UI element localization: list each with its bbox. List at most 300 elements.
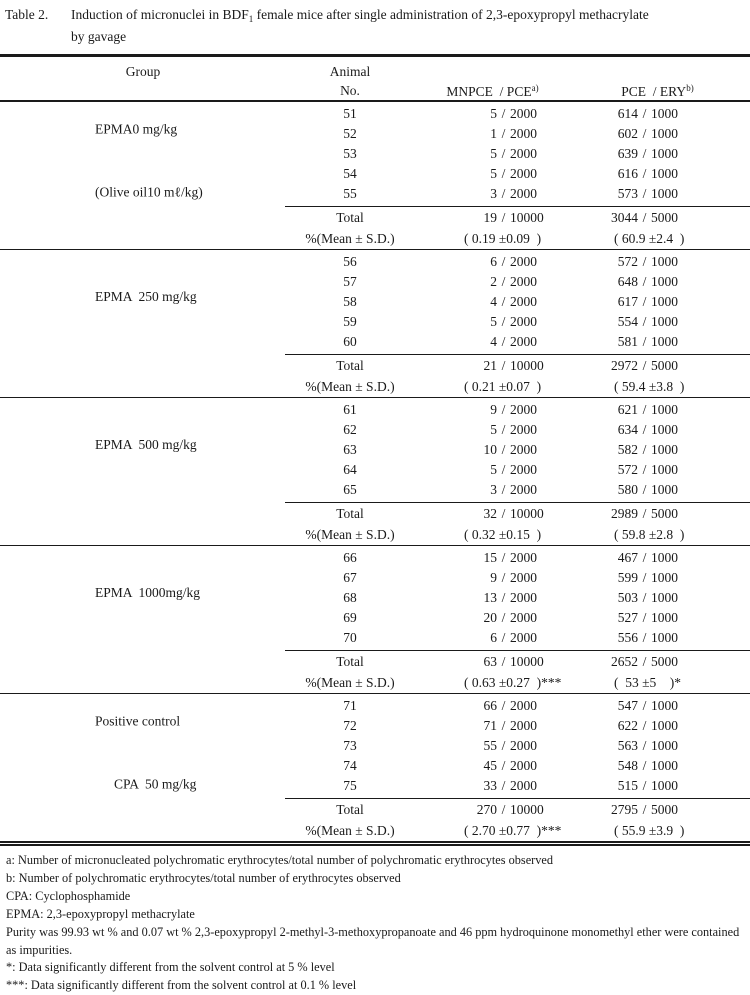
mnpce-mean: ( 2.70 ±0.77 )***	[464, 822, 562, 838]
fraction-slash: /	[501, 718, 506, 733]
mnpce-numerator: 6	[490, 254, 497, 269]
fraction-slash: /	[501, 802, 506, 817]
fraction-slash: /	[501, 402, 506, 417]
caption-text	[71, 6, 649, 45]
caption-line2: by gavage	[71, 29, 127, 44]
total-divider	[285, 206, 750, 207]
group-label-line1: EPMA 500 mg/kg	[95, 436, 197, 452]
fraction-slash: /	[501, 778, 506, 793]
footnote: CPA: Cyclophosphamide	[6, 888, 131, 903]
pce-numerator: 572	[617, 254, 638, 269]
pce-denominator: 1000	[651, 106, 678, 121]
mnpce-cell	[420, 588, 537, 608]
mnpce-numerator: 45	[483, 758, 497, 773]
mnpce-numerator: 5	[490, 166, 497, 181]
mnpce-denominator: 2000	[510, 314, 537, 329]
footnote-marker-a: a)	[531, 83, 539, 93]
mnpce-numerator: 33	[483, 778, 497, 793]
mnpce-denominator: 10000	[510, 802, 544, 817]
table-row	[0, 124, 750, 144]
mnpce-cell	[420, 480, 537, 500]
pce-numerator: 617	[617, 294, 638, 309]
table-row	[0, 628, 750, 648]
fraction-slash: /	[501, 738, 506, 753]
mnpce-numerator: 9	[490, 402, 497, 417]
total-label: Total	[336, 358, 364, 373]
pce-denominator: 1000	[651, 590, 678, 605]
pce-denominator: 1000	[651, 758, 678, 773]
mnpce-numerator: 19	[483, 210, 497, 225]
animal-no: 71	[343, 698, 357, 713]
mnpce-numerator: 6	[490, 630, 497, 645]
fraction-slash: /	[501, 570, 506, 585]
mnpce-cell	[420, 312, 537, 332]
mnpce-cell	[420, 252, 537, 272]
fraction-slash: /	[501, 294, 506, 309]
table-row	[0, 272, 750, 292]
mean-label: %(Mean ± S.D.)	[305, 526, 395, 542]
pce-numerator: 2795	[611, 802, 638, 817]
pce-cell	[565, 696, 678, 716]
pce-cell	[565, 124, 678, 144]
header-pce-ery	[565, 83, 750, 100]
group-section-positive-control	[0, 694, 750, 841]
pce-cell	[565, 400, 678, 420]
mnpce-denominator: 2000	[510, 294, 537, 309]
pce-numerator: 563	[617, 738, 638, 753]
pce-numerator: 573	[617, 186, 638, 201]
table-row	[0, 440, 750, 460]
table-row	[0, 568, 750, 588]
animal-no: 73	[343, 738, 357, 753]
fraction-slash: /	[501, 146, 506, 161]
mnpce-denominator: 10000	[510, 358, 544, 373]
total-row	[0, 208, 750, 229]
mnpce-cell	[420, 144, 537, 164]
total-divider	[285, 798, 750, 799]
mnpce-denominator: 2000	[510, 166, 537, 181]
pce-denominator: 5000	[651, 358, 678, 373]
fraction-slash: /	[642, 106, 647, 121]
pce-denominator: 1000	[651, 402, 678, 417]
pce-numerator: 634	[617, 422, 638, 437]
fraction-slash: /	[501, 186, 506, 201]
fraction-slash: /	[501, 106, 506, 121]
pce-denominator: 1000	[651, 334, 678, 349]
fraction-slash: /	[642, 778, 647, 793]
fraction-slash: /	[501, 274, 506, 289]
mnpce-denominator: 2000	[510, 442, 537, 457]
pce-numerator: 572	[617, 462, 638, 477]
animal-no: 72	[343, 718, 357, 733]
mnpce-cell	[420, 164, 537, 184]
fraction-slash: /	[642, 274, 647, 289]
pce-cell	[565, 252, 678, 272]
pce-cell	[565, 776, 678, 796]
fraction-slash: /	[642, 630, 647, 645]
fraction-slash: /	[501, 462, 506, 477]
mnpce-denominator: 2000	[510, 254, 537, 269]
table-row	[0, 400, 750, 420]
mnpce-denominator: 2000	[510, 462, 537, 477]
mnpce-total-cell	[420, 356, 544, 377]
pce-numerator: 599	[617, 570, 638, 585]
table-row	[0, 480, 750, 500]
pce-cell	[565, 332, 678, 352]
footnote-marker-b: b)	[686, 83, 694, 93]
pce-cell	[565, 460, 678, 480]
total-label: Total	[336, 654, 364, 669]
pce-cell	[565, 104, 678, 124]
pce-denominator: 1000	[651, 718, 678, 733]
total-divider	[285, 354, 750, 355]
fraction-slash: /	[501, 314, 506, 329]
caption-main: Induction of micronuclei in BDF	[71, 7, 249, 22]
pce-cell	[565, 736, 678, 756]
pce-denominator: 1000	[651, 422, 678, 437]
table-row	[0, 104, 750, 124]
fraction-slash: /	[642, 334, 647, 349]
mnpce-cell	[420, 460, 537, 480]
pce-denominator: 1000	[651, 570, 678, 585]
fraction-slash: /	[642, 698, 647, 713]
pce-numerator: 639	[617, 146, 638, 161]
animal-no: 70	[343, 630, 357, 645]
group-label-line2: CPA 50 mg/kg	[114, 776, 197, 792]
fraction-slash: /	[642, 422, 647, 437]
pce-denominator: 1000	[651, 254, 678, 269]
header-animal-no: No.	[340, 83, 360, 98]
total-row	[0, 356, 750, 377]
table-row	[0, 608, 750, 628]
pce-denominator: 5000	[651, 802, 678, 817]
mnpce-total-cell	[420, 504, 544, 525]
footnote: *: Data significantly different from the solvent control at 5 % level	[6, 960, 335, 975]
fraction-slash: /	[642, 506, 647, 521]
fraction-slash: /	[501, 442, 506, 457]
mnpce-numerator: 5	[490, 106, 497, 121]
pce-cell	[565, 420, 678, 440]
pce-denominator: 5000	[651, 654, 678, 669]
group-label-line2: (Olive oil10 mℓ/kg)	[95, 184, 203, 200]
group-rows	[0, 250, 750, 353]
pce-cell	[565, 608, 678, 628]
animal-no: 56	[343, 254, 357, 269]
mnpce-numerator: 32	[483, 506, 497, 521]
pce-cell	[565, 568, 678, 588]
pce-total-cell	[565, 356, 678, 377]
mnpce-numerator: 21	[483, 358, 497, 373]
pce-mean: ( 60.9 ±2.4 )	[614, 230, 685, 246]
pce-denominator: 1000	[651, 738, 678, 753]
pce-cell	[565, 164, 678, 184]
animal-no: 57	[343, 274, 357, 289]
table-row	[0, 184, 750, 204]
pce-numerator: 548	[617, 758, 638, 773]
mnpce-cell	[420, 696, 537, 716]
mnpce-denominator: 2000	[510, 186, 537, 201]
pce-mean: ( 55.9 ±3.9 )	[614, 822, 685, 838]
fraction-slash: /	[501, 698, 506, 713]
mnpce-denominator: 2000	[510, 570, 537, 585]
pce-cell	[565, 184, 678, 204]
table-row	[0, 716, 750, 736]
mnpce-denominator: 10000	[510, 210, 544, 225]
pce-numerator: 614	[617, 106, 638, 121]
pce-denominator: 1000	[651, 166, 678, 181]
pce-denominator: 1000	[651, 610, 678, 625]
mnpce-mean: ( 0.21 ±0.07 )	[464, 378, 542, 394]
footnote: b: Number of polychromatic erythrocytes/total number of erythrocytes observed	[6, 870, 401, 885]
mnpce-cell	[420, 440, 537, 460]
mnpce-denominator: 10000	[510, 506, 544, 521]
pce-numerator: 3044	[611, 210, 638, 225]
table-row	[0, 292, 750, 312]
pce-numerator: 503	[617, 590, 638, 605]
animal-no: 54	[343, 166, 357, 181]
mnpce-cell	[420, 548, 537, 568]
mnpce-cell	[420, 776, 537, 796]
total-row	[0, 504, 750, 525]
mnpce-denominator: 2000	[510, 610, 537, 625]
pce-cell	[565, 144, 678, 164]
mnpce-denominator: 2000	[510, 274, 537, 289]
mnpce-cell	[420, 400, 537, 420]
fraction-slash: /	[501, 590, 506, 605]
animal-no: 53	[343, 146, 357, 161]
pce-total-cell	[565, 208, 678, 229]
pce-cell	[565, 716, 678, 736]
pce-numerator: 467	[617, 550, 638, 565]
fraction-slash: /	[642, 166, 647, 181]
pce-numerator: 580	[617, 482, 638, 497]
pce-total-cell	[565, 504, 678, 525]
group-label-line1: EPMA 250 mg/kg	[95, 288, 197, 304]
header-mnpce-text: MNPCE / PCE	[446, 84, 532, 99]
fraction-slash: /	[642, 482, 647, 497]
mnpce-denominator: 10000	[510, 654, 544, 669]
table-row	[0, 736, 750, 756]
mnpce-denominator: 2000	[510, 402, 537, 417]
table-row	[0, 144, 750, 164]
mnpce-denominator: 2000	[510, 334, 537, 349]
mnpce-numerator: 4	[490, 294, 497, 309]
fraction-slash: /	[642, 314, 647, 329]
mnpce-numerator: 9	[490, 570, 497, 585]
mnpce-numerator: 1	[490, 126, 497, 141]
footnote: EPMA: 2,3-epoxypropyl methacrylate	[6, 906, 195, 921]
pce-numerator: 582	[617, 442, 638, 457]
footnote: Purity was 99.93 wt % and 0.07 wt % 2,3-epoxypropyl 2-methyl-3-methoxypropanoate and 46 ppm hydroquinone monomethyl ether were contained as impurities.	[6, 924, 740, 957]
pce-denominator: 5000	[651, 210, 678, 225]
mnpce-numerator: 3	[490, 482, 497, 497]
pce-numerator: 2972	[611, 358, 638, 373]
animal-no: 59	[343, 314, 357, 329]
mnpce-mean: ( 0.63 ±0.27 )***	[464, 674, 562, 690]
pce-numerator: 622	[617, 718, 638, 733]
mnpce-total-cell	[420, 652, 544, 673]
animal-no: 67	[343, 570, 357, 585]
pce-cell	[565, 272, 678, 292]
fraction-slash: /	[642, 186, 647, 201]
fraction-slash: /	[642, 610, 647, 625]
mnpce-numerator: 5	[490, 422, 497, 437]
table-row	[0, 776, 750, 796]
fraction-slash: /	[642, 570, 647, 585]
pce-numerator: 581	[617, 334, 638, 349]
fraction-slash: /	[501, 422, 506, 437]
mnpce-mean: ( 0.19 ±0.09 )	[464, 230, 542, 246]
fraction-slash: /	[501, 630, 506, 645]
mean-label: %(Mean ± S.D.)	[305, 230, 395, 246]
group-label-line1: EPMA0 mg/kg	[95, 121, 178, 137]
mnpce-denominator: 2000	[510, 590, 537, 605]
group-rows	[0, 694, 750, 797]
fraction-slash: /	[642, 590, 647, 605]
pce-denominator: 1000	[651, 462, 678, 477]
footnote: a: Number of micronucleated polychromatic erythrocytes/total number of polychromatic erythrocytes observed	[6, 853, 554, 867]
fraction-slash: /	[501, 482, 506, 497]
pce-cell	[565, 628, 678, 648]
mnpce-cell	[420, 756, 537, 776]
header-animal: Animal	[329, 64, 371, 79]
animal-no: 55	[343, 186, 357, 201]
mnpce-cell	[420, 272, 537, 292]
pce-cell	[565, 440, 678, 460]
mnpce-numerator: 20	[483, 610, 497, 625]
mnpce-denominator: 2000	[510, 698, 537, 713]
mean-label: %(Mean ± S.D.)	[305, 378, 395, 394]
pce-cell	[565, 548, 678, 568]
table-row	[0, 588, 750, 608]
animal-no: 64	[343, 462, 357, 477]
pce-cell	[565, 480, 678, 500]
table-row	[0, 696, 750, 716]
fraction-slash: /	[642, 358, 647, 373]
pce-numerator: 515	[617, 778, 638, 793]
pce-mean: ( 59.4 ±3.8 )	[614, 378, 685, 394]
mnpce-mean: ( 0.32 ±0.15 )	[464, 526, 542, 542]
pce-numerator: 527	[617, 610, 638, 625]
fraction-slash: /	[501, 254, 506, 269]
mnpce-denominator: 2000	[510, 550, 537, 565]
mnpce-cell	[420, 104, 537, 124]
mnpce-denominator: 2000	[510, 738, 537, 753]
total-divider	[285, 502, 750, 503]
table-row	[0, 164, 750, 184]
table-row	[0, 252, 750, 272]
mnpce-numerator: 3	[490, 186, 497, 201]
fraction-slash: /	[642, 550, 647, 565]
animal-no: 58	[343, 294, 357, 309]
mnpce-numerator: 4	[490, 334, 497, 349]
fraction-slash: /	[642, 402, 647, 417]
pce-cell	[565, 756, 678, 776]
mnpce-denominator: 2000	[510, 422, 537, 437]
mnpce-cell	[420, 628, 537, 648]
pce-mean: ( 53 ±5 )*	[614, 674, 682, 690]
pce-denominator: 1000	[651, 630, 678, 645]
fraction-slash: /	[642, 254, 647, 269]
pce-numerator: 616	[617, 166, 638, 181]
mnpce-numerator: 2	[490, 274, 497, 289]
pce-numerator: 621	[617, 402, 638, 417]
pce-denominator: 1000	[651, 294, 678, 309]
animal-no: 52	[343, 126, 357, 141]
fraction-slash: /	[501, 126, 506, 141]
header-pce-text: PCE / ERY	[621, 84, 687, 99]
fraction-slash: /	[501, 550, 506, 565]
pce-numerator: 602	[617, 126, 638, 141]
pce-denominator: 1000	[651, 550, 678, 565]
mnpce-denominator: 2000	[510, 630, 537, 645]
table-row	[0, 312, 750, 332]
group-label-line1: Positive control	[95, 713, 181, 729]
animal-no: 66	[343, 550, 357, 565]
pce-denominator: 1000	[651, 778, 678, 793]
table-body	[0, 102, 750, 846]
group-rows	[0, 398, 750, 501]
footnotes	[0, 846, 750, 995]
fraction-slash: /	[642, 718, 647, 733]
group-section-epma-500	[0, 398, 750, 546]
mnpce-denominator: 2000	[510, 146, 537, 161]
group-section-epma-250	[0, 250, 750, 398]
pce-denominator: 1000	[651, 146, 678, 161]
pce-denominator: 1000	[651, 314, 678, 329]
mnpce-numerator: 13	[483, 590, 497, 605]
mnpce-cell	[420, 184, 537, 204]
table-number: Table 2.	[5, 7, 49, 22]
mnpce-denominator: 2000	[510, 718, 537, 733]
table-caption	[0, 0, 750, 45]
mnpce-numerator: 66	[483, 698, 497, 713]
mnpce-cell	[420, 292, 537, 312]
mnpce-numerator: 55	[483, 738, 497, 753]
fraction-slash: /	[642, 758, 647, 773]
animal-no: 68	[343, 590, 357, 605]
mnpce-cell	[420, 332, 537, 352]
animal-no: 74	[343, 758, 357, 773]
mnpce-cell	[420, 608, 537, 628]
mnpce-numerator: 5	[490, 462, 497, 477]
mnpce-numerator: 5	[490, 314, 497, 329]
fraction-slash: /	[642, 126, 647, 141]
fraction-slash: /	[642, 654, 647, 669]
fraction-slash: /	[642, 146, 647, 161]
pce-mean: ( 59.8 ±2.8 )	[614, 526, 685, 542]
animal-no: 63	[343, 442, 357, 457]
fraction-slash: /	[501, 210, 506, 225]
pce-numerator: 556	[617, 630, 638, 645]
pce-cell	[565, 292, 678, 312]
total-label: Total	[336, 506, 364, 521]
pce-denominator: 1000	[651, 442, 678, 457]
mean-label: %(Mean ± S.D.)	[305, 822, 395, 838]
header-mnpce-pce	[420, 83, 565, 100]
pce-denominator: 1000	[651, 698, 678, 713]
animal-no: 69	[343, 610, 357, 625]
mnpce-denominator: 2000	[510, 482, 537, 497]
pce-denominator: 1000	[651, 186, 678, 201]
mnpce-cell	[420, 420, 537, 440]
fraction-slash: /	[642, 462, 647, 477]
mnpce-denominator: 2000	[510, 126, 537, 141]
mnpce-cell	[420, 716, 537, 736]
caption-rest: female mice after single administration of 2,3-epoxypropyl methacrylate	[253, 7, 649, 22]
pce-numerator: 547	[617, 698, 638, 713]
fraction-slash: /	[642, 210, 647, 225]
